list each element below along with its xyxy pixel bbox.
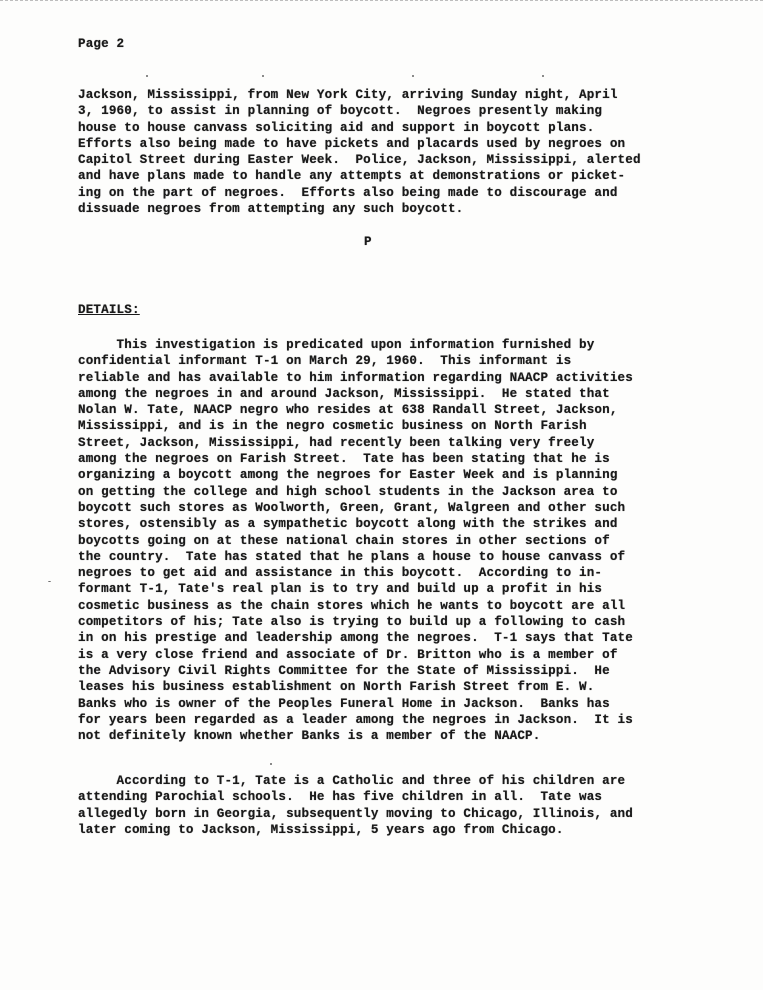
- scan-speck: [262, 75, 264, 77]
- scan-speck: [270, 763, 272, 765]
- scan-speck: [48, 581, 51, 582]
- details-paragraph-2: According to T-1, Tate is a Catholic and three of his children are attending Parochial schools. He has five children in all. Tate was allegedly born in Georgia, subsequently moving to Chicago, Illinois, and later coming to Jackson, Mississippi, 5 years ago from Chicago.: [78, 774, 633, 837]
- details-heading: DETAILS:: [78, 303, 140, 317]
- scan-speck: [146, 75, 148, 77]
- section-marker: P: [364, 235, 372, 249]
- synopsis-continuation: Jackson, Mississippi, from New York City, arriving Sunday night, April 3, 1960, to assist in planning of boycott. Negroes presently making house to house canvass soliciting aid and support in boycott plans. Efforts also being made to have pickets and placards used by negroes on Capitol Street during Easter Week. Police, Jackson, Mississippi, alerted and have plans made to handle any attempts at demonstrations or picket- ing on the part of negroes. Efforts also being made to discourage and dissuade negroes from attempting any such boycott.: [78, 88, 641, 217]
- page-number: Page 2: [78, 37, 125, 51]
- scan-speck: [412, 75, 414, 77]
- details-paragraph-1: This investigation is predicated upon information furnished by confidential informant T-1 on March 29, 1960. This informant is reliable and has available to him information regarding NAACP activities among the negroes in and around Jackson, Mississippi. He stated that Nolan W. Tate, NAACP negro who resides at 638 Randall Street, Jackson, Mississippi, and is in the negro cosmetic business on North Farish Street, Jackson, Mississippi, had recently been talking very freely among the negroes on Farish Street. Tate has been stating that he is organizing a boycott among the negroes for Easter Week and is planning on getting the college and high school students in the Jackson area to boycott such stores as Woolworth, Green, Grant, Walgreen and other such stores, ostensibly as a sympathetic boycott along with the strikes and boycotts going on at these national chain stores in other sections of the country. Tate has stated that he plans a house to house canvass of negroes to get aid and assistance in this boycott. According to in- formant T-1, Tate's real plan is to try and build up a profit in his cosmetic business as the chain stores which he wants to boycott are all competitors of his; Tate also is trying to build up a following to cash in on his prestige and leadership among the negroes. T-1 says that Tate is a very close friend and associate of Dr. Britton who is a member of the Advisory Civil Rights Committee for the State of Mississippi. He leases his business establishment on North Farish Street from E. W. Banks who is owner of the Peoples Funeral Home in Jackson. Banks has for years been regarded as a leader among the negroes in Jackson. It is not definitely known whether Banks is a member of the NAACP.: [78, 338, 633, 744]
- scan-speck: [542, 75, 544, 77]
